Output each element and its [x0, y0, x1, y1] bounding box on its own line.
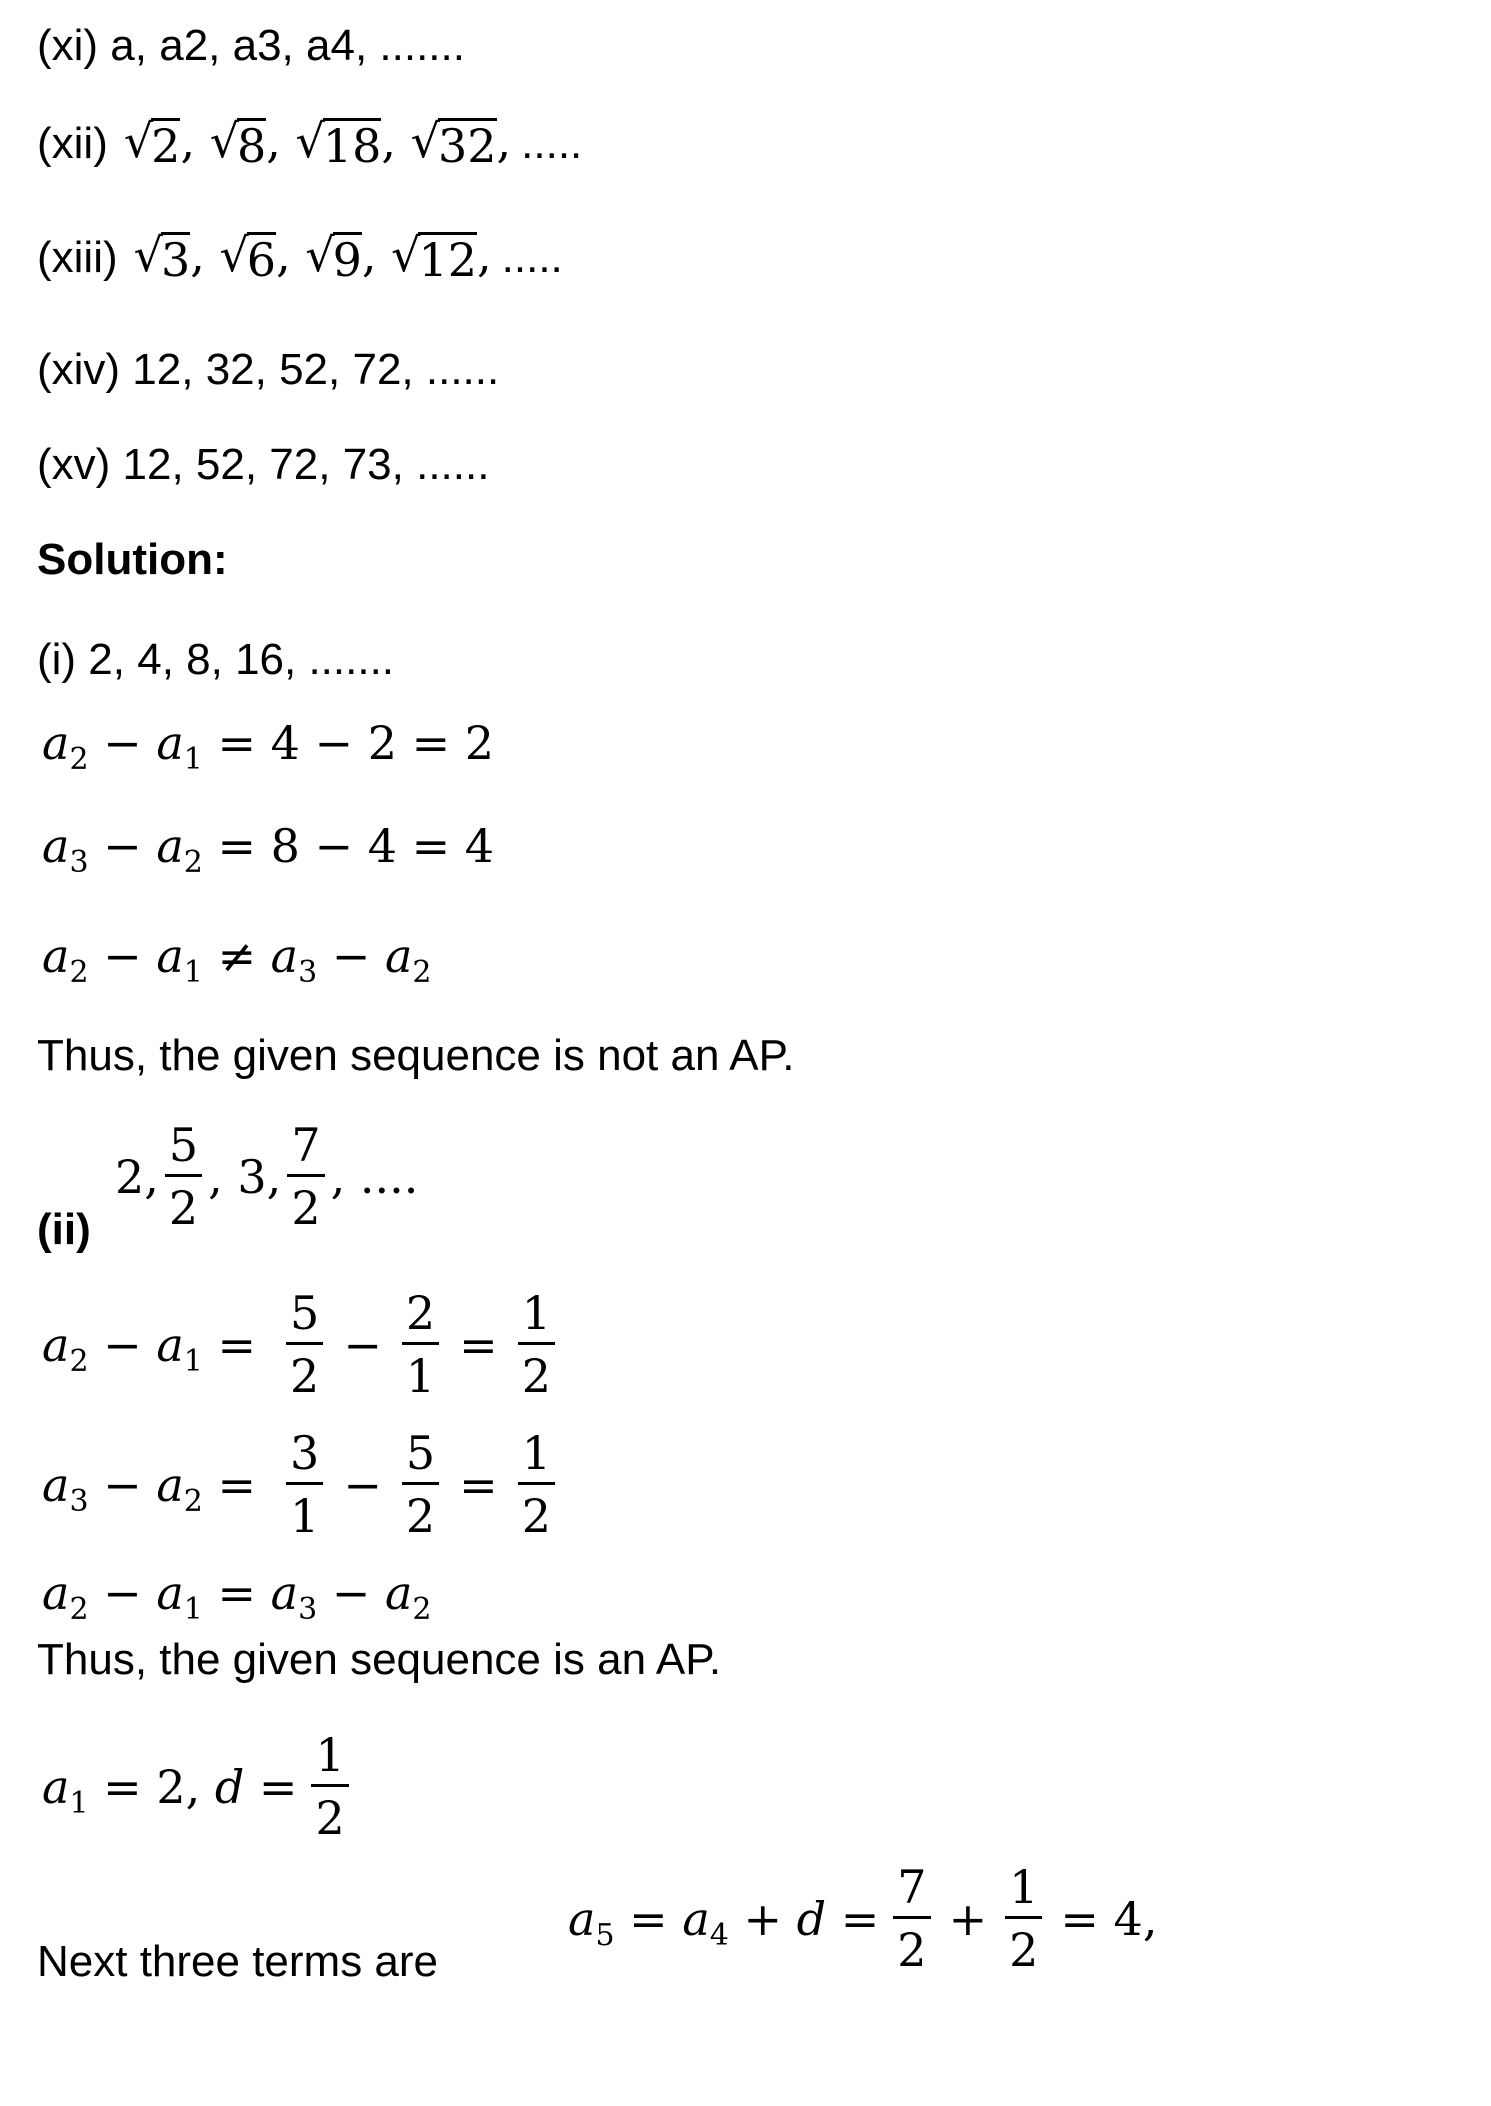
- sqrt-term: √ 3: [133, 228, 191, 287]
- sqrt-term: √ 8: [209, 114, 267, 173]
- fraction: $\frac{5}{2}$: [402, 1430, 439, 1539]
- part-ii-sequence: 2, 5 2 , 3, 7 2 , ....: [115, 1118, 419, 1235]
- fraction: $\frac{1}{2}$: [311, 1732, 348, 1841]
- fraction: 7 2: [287, 1122, 324, 1231]
- part-ii-step2: $a_3 - a_2$ = $\frac{3}{1}$ − $\frac{5}{2}$ = $\frac{1}{2}$: [42, 1430, 561, 1539]
- fraction: 5 2: [165, 1122, 202, 1231]
- fraction: $\frac{3}{1}$: [286, 1430, 323, 1539]
- part-i-intro: (i) 2, 4, 8, 16, .......: [37, 635, 395, 684]
- sqrt-term: √ 18: [295, 114, 382, 173]
- fraction: $\frac{2}{1}$: [402, 1290, 439, 1399]
- list-item-xiii: [37, 228, 563, 287]
- part-ii-step1: $a_2 - a_1$ = $\frac{5}{2}$ − $\frac{2}{1}$ = $\frac{1}{2}$: [42, 1290, 561, 1399]
- fraction: $\frac{5}{2}$: [286, 1290, 323, 1399]
- next-term-a5: $a_5 = a_4 + d$ = $\frac{7}{2}$ + $\frac{1}{2}$ = 4,: [568, 1860, 1158, 1977]
- fraction: $\frac{1}{2}$: [518, 1290, 555, 1399]
- xii-ellipsis: .....: [521, 118, 583, 168]
- next-terms-label: Next three terms are: [37, 1937, 439, 1986]
- part-ii-conclusion: Thus, the given sequence is an AP.: [37, 1635, 722, 1684]
- fraction: $\frac{1}{2}$: [518, 1430, 555, 1539]
- part-i-step1: $a_2 - a_1 = 4 - 2 = 2$: [42, 716, 495, 777]
- sqrt-term: √ 12: [391, 228, 478, 287]
- xii-terms: √ 2 , √ 8 , √ 18 , √ 32 ,: [123, 114, 512, 173]
- xiii-ellipsis: .....: [501, 232, 563, 282]
- list-item-xii: [37, 114, 583, 173]
- sqrt-term: √ 6: [219, 228, 277, 287]
- list-item-xi: (xi) a, a2, a3, a4, .......: [37, 21, 465, 70]
- sqrt-term: √ 2: [123, 114, 181, 173]
- part-i-step2: $a_3 - a_2 = 8 - 4 = 4$: [42, 819, 495, 880]
- list-item-xiii-label: (xiii): [37, 232, 118, 282]
- fraction: $\frac{1}{2}$: [1005, 1864, 1042, 1973]
- xiii-terms: √ 3 , √ 6 , √ 9 , √ 12 ,: [133, 228, 492, 287]
- part-ii-d-equation: $a_1 = 2$, d = $\frac{1}{2}$: [42, 1732, 355, 1841]
- solution-heading: Solution:: [37, 535, 228, 584]
- sqrt-term: √ 32: [410, 114, 497, 173]
- sqrt-term: √ 9: [305, 228, 362, 287]
- part-i-inequality: $a_2 - a_1 \ne a_3 - a_2$: [42, 929, 432, 990]
- part-ii-label: (ii): [37, 1205, 91, 1254]
- part-ii-equality: $a_2 - a_1 = a_3 - a_2$: [42, 1566, 432, 1627]
- list-item-xv: (xv) 12, 52, 72, 73, ......: [37, 440, 490, 489]
- fraction: $\frac{7}{2}$: [893, 1864, 930, 1973]
- list-item-xii-label: (xii): [37, 118, 108, 168]
- part-i-conclusion: Thus, the given sequence is not an AP.: [37, 1031, 795, 1080]
- list-item-xiv: (xiv) 12, 32, 52, 72, ......: [37, 345, 500, 394]
